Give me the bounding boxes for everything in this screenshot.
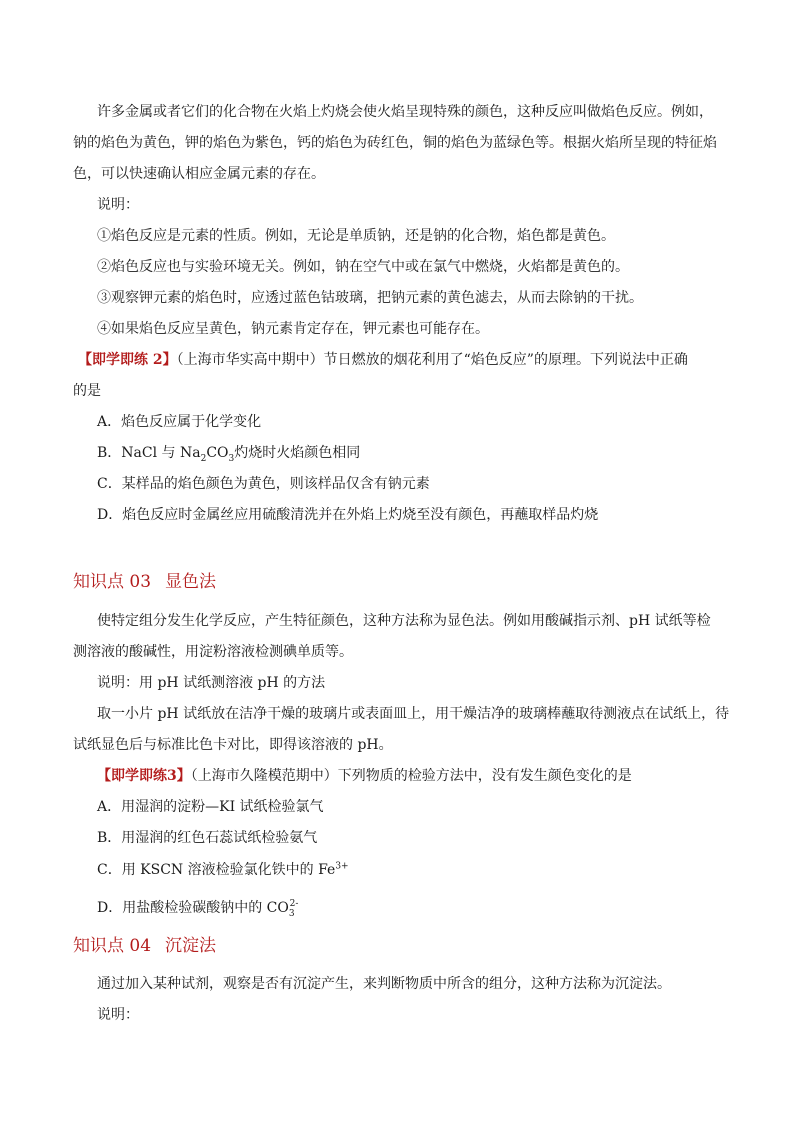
option-c-text: C．用 KSCN 溶液检验氯化铁中的 Fe [97,862,336,878]
exercise-3-option-d [97,898,298,918]
section-title-04: 沉淀法 [165,936,217,956]
exercise-2-option-b [97,443,360,463]
color-intro-line-1: 使特定组分发生化学反应，产生特征颜色，这种方法称为显色法。例如用酸碱指示剂、pH 试纸等检 [97,613,711,629]
flame-note-1: ①焰色反应是元素的性质。例如，无论是单质钠，还是钠的化合物，焰色都是黄色。 [97,228,615,244]
flame-note-4: ④如果焰色反应呈黄色，钠元素肯定存在，钾元素也可能存在。 [97,321,489,337]
exercise-3-stem [97,766,632,786]
section-heading-04 [73,935,216,957]
precip-intro: 通过加入某种试剂，观察是否有沉淀产生，来判断物质中所含的组分，这种方法称为沉淀法。 [97,976,671,992]
section-number-03: 知识点 03 [73,572,152,592]
option-b-part-1: B．NaCl 与 Na [97,445,201,461]
exercise-3-option-b: B．用湿润的红色石蕊试纸检验氨气 [97,830,318,846]
color-method-line-1: 取一小片 pH 试纸放在洁净干燥的玻璃片或表面皿上，用干燥洁净的玻璃棒蘸取待测液点在试纸上，待 [97,706,730,722]
option-d-subscript: 3 [288,908,295,919]
exercise-2-option-a: A．焰色反应属于化学变化 [97,414,262,430]
section-heading-03 [73,571,216,593]
exercise-2-option-d: D．焰色反应时金属丝应用硫酸清洗并在外焰上灼烧至没有颜色，再蘸取样品灼烧 [97,507,599,523]
option-b-subscript-1: 2 [200,453,207,464]
exercise-2-stem-line-2: 的是 [73,383,101,399]
option-c-superscript: 3+ [335,861,349,872]
section-title-03: 显色法 [165,572,217,592]
option-b-subscript-2: 3 [228,453,235,464]
option-b-part-3: 灼烧时火焰颜色相同 [234,445,361,461]
exercise-2-stem [78,350,688,370]
flame-note-label: 说明： [97,197,139,213]
exercise-3-option-c [97,860,349,880]
color-note-line: 说明：用 pH 试纸测溶液 pH 的方法 [97,675,326,691]
exercise-3-tag: 【即学即练3】 [97,768,191,784]
flame-intro-line-3: 色，可以快速确认相应金属元素的存在。 [73,166,325,182]
option-d-text: D．用盐酸检验碳酸钠中的 CO [97,900,289,916]
color-intro-line-2: 测溶液的酸碱性，用淀粉溶液检测碘单质等。 [73,644,353,660]
exercise-2-option-c: C．某样品的焰色颜色为黄色，则该样品仅含有钠元素 [97,476,430,492]
flame-note-3: ③观察钾元素的焰色时，应透过蓝色钴玻璃，把钠元素的黄色滤去，从而去除钠的干扰。 [97,290,643,306]
exercise-2-tag: 【即学即练 2】 [78,352,177,368]
flame-note-2: ②焰色反应也与实验环境无关。例如，钠在空气中或在氯气中燃烧，火焰都是黄色的。 [97,259,629,275]
exercise-2-stem-text: （上海市华实高中期中）节日燃放的烟花利用了“焰色反应”的原理。下列说法中正确 [176,352,688,368]
option-b-part-2: CO [206,445,229,461]
exercise-3-option-a: A．用湿润的淀粉—KI 试纸检验氯气 [97,799,324,815]
color-method-line-2: 试纸显色后与标准比色卡对比，即得该溶液的 pH。 [73,737,393,753]
option-d-superscript: 2- [289,899,299,910]
section-number-04: 知识点 04 [73,936,152,956]
exercise-3-stem-text: （上海市久隆模范期中）下列物质的检验方法中，没有发生颜色变化的是 [190,768,632,784]
precip-note-label: 说明： [97,1007,139,1023]
flame-intro-line-2: 钠的焰色为黄色，钾的焰色为紫色，钙的焰色为砖红色，铜的焰色为蓝绿色等。根据火焰所呈现的特征焰 [73,135,717,151]
flame-intro-line-1: 许多金属或者它们的化合物在火焰上灼烧会使火焰呈现特殊的颜色，这种反应叫做焰色反应。例如， [97,104,713,120]
